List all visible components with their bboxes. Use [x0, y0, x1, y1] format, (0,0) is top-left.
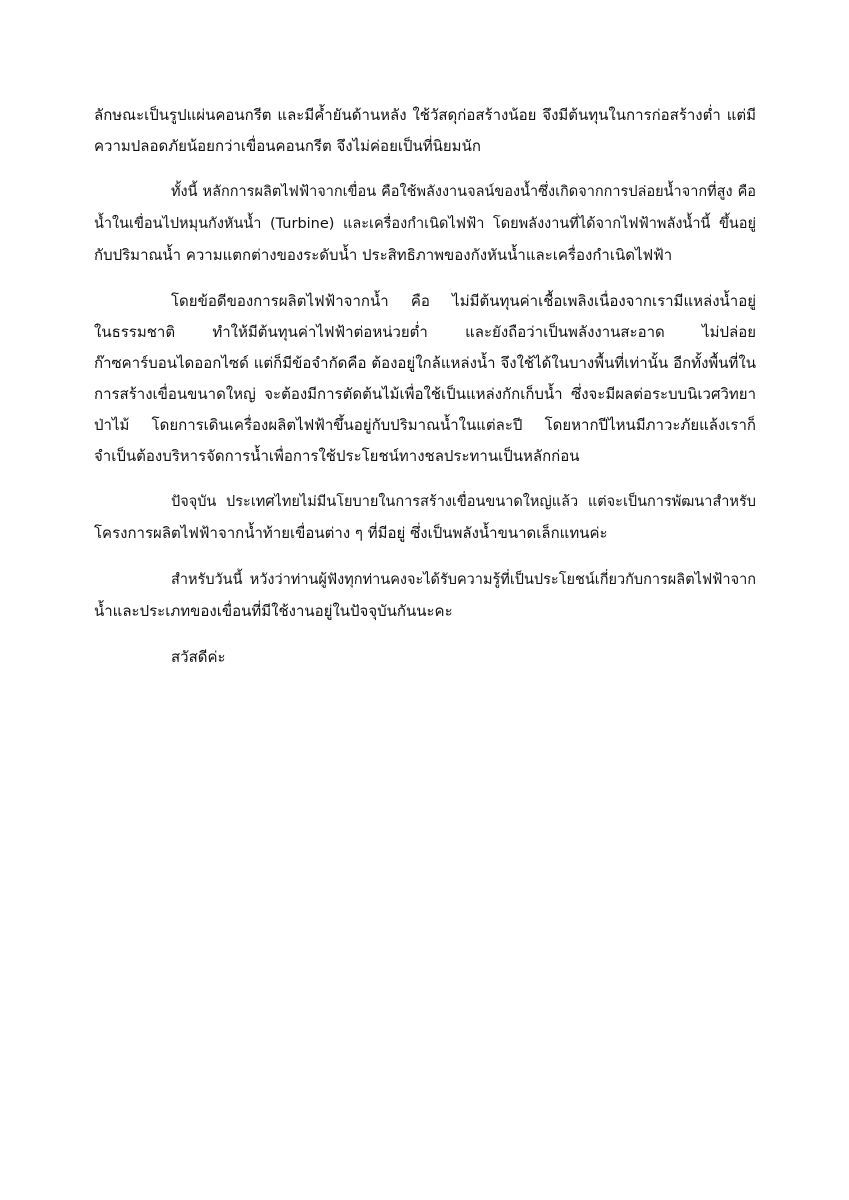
paragraph-3-line-2: ในธรรมชาติ ทำให้มีต้นทุนค่าไฟฟ้าต่อหน่วยต่ำ และยังถือว่าเป็นพลังงานสะอาด ไม่ปล่อย: [94, 323, 756, 341]
paragraph-3-line-3: ก๊าซคาร์บอนไดออกไซด์ แต่ก็มีข้อจำกัดคือ ต้องอยู่ใกล้แหล่งน้ำ จึงใช้ได้ในบางพื้นที่เท่านั้น อีกทั้งพื้นที่ใน: [94, 354, 756, 372]
paragraph-5-line-2: น้ำและประเภทของเขื่อนที่มีใช้งานอยู่ในปัจจุบันกันนะคะ: [94, 602, 453, 620]
paragraph-1-line-2: ความปลอดภัยน้อยกว่าเขื่อนคอนกรีต จึงไม่ค่อยเป็นที่นิยมนัก: [94, 137, 481, 155]
paragraph-4-line-1: ปัจจุบัน ประเทศไทยไม่มีนโยบายในการสร้างเขื่อนขนาดใหญ่แล้ว แต่จะเป็นการพัฒนาสำหรับ: [171, 494, 756, 510]
paragraph-4-line-2: โครงการผลิตไฟฟ้าจากน้ำท้ายเขื่อนต่าง ๆ ที่มีอยู่ ซึ่งเป็นพลังน้ำขนาดเล็กแทนค่ะ: [94, 524, 608, 542]
closing-greeting: สวัสดีค่ะ: [171, 648, 226, 666]
paragraph-3-line-1: โดยข้อดีของการผลิตไฟฟ้าจากน้ำ คือ ไม่มีต้นทุนค่าเชื้อเพลิงเนื่องจากเรามีแหล่งน้ำอยู่: [171, 292, 756, 310]
paragraph-2-line-3: กับปริมาณน้ำ ความแตกต่างของระดับน้ำ ประสิทธิภาพของกังหันน้ำและเครื่องกำเนิดไฟฟ้า: [94, 246, 673, 264]
paragraph-2-line-2: น้ำในเขื่อนไปหมุนกังหันน้ำ (Turbine) และเครื่องกำเนิดไฟฟ้า โดยพลังงานที่ได้จากไฟฟ้าพลังน้ำนี้ ขึ้นอยู่: [94, 216, 756, 232]
paragraph-2-line-1: ทั้งนี้ หลักการผลิตไฟฟ้าจากเขื่อน คือใช้พลังงานจลน์ของน้ำซึ่งเกิดจากการปล่อยน้ำจากที่สูง คือ: [171, 184, 756, 200]
paragraph-3-line-6: จำเป็นต้องบริหารจัดการน้ำเพื่อการใช้ประโยชน์ทางชลประทานเป็นหลักก่อน: [94, 447, 580, 465]
paragraph-1-line-1: ลักษณะเป็นรูปแผ่นคอนกรีต และมีค้ำยันด้านหลัง ใช้วัสดุก่อสร้างน้อย จึงมีต้นทุนในการก่อสร้างต่ำ แต่มี: [94, 106, 756, 124]
paragraph-5-line-1: สำหรับวันนี้ หวังว่าท่านผู้ฟังทุกท่านคงจะได้รับความรู้ที่เป็นประโยชน์เกี่ยวกับการผลิตไฟฟ้าจาก: [171, 572, 756, 588]
paragraph-3-line-5: ป่าไม้ โดยการเดินเครื่องผลิตไฟฟ้าขึ้นอยู่กับปริมาณน้ำในแต่ละปี โดยหากปีไหนมีภาวะภัยแล้งเราก็: [94, 416, 756, 434]
paragraph-3-line-4: การสร้างเขื่อนขนาดใหญ่ จะต้องมีการตัดต้นไม้เพื่อใช้เป็นแหล่งกักเก็บน้ำ ซึ่งจะมีผลต่อระบบนิเวศวิทยา: [94, 385, 756, 403]
